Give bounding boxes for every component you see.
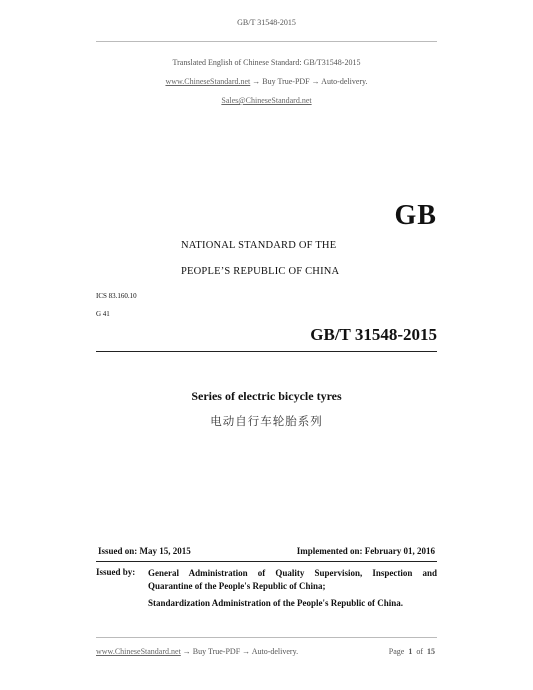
footer-divider: [96, 637, 437, 638]
email-line: [0, 96, 533, 105]
website-line: [0, 77, 533, 86]
issued-date: Issued on: May 15, 2015: [98, 546, 191, 556]
issuing-authority-line1: General Administration of Quality Supervision, Inspection and: [148, 568, 437, 578]
buy-text: → Buy True-PDF → Auto-delivery.: [250, 77, 368, 86]
page-of: of: [416, 647, 423, 656]
document-title-chinese: 电动自行车轮胎系列: [210, 414, 323, 428]
national-standard-line1: NATIONAL STANDARD OF THE: [181, 240, 337, 251]
header-divider: [96, 41, 437, 42]
issued-by-label: Issued by:: [96, 567, 136, 577]
issuing-authority-line2: Quarantine of the People's Republic of China;: [148, 581, 326, 591]
page-indicator: [389, 647, 435, 656]
implemented-date: Implemented on: February 01, 2016: [296, 546, 435, 556]
running-header: GB/T 31548-2015: [237, 18, 296, 27]
page-total: 15: [427, 647, 435, 656]
page-label: Page: [388, 647, 405, 656]
document-title: Series of electric bicycle tyres: [191, 389, 342, 403]
issuing-authority-line3: Standardization Administration of the People's Republic of China.: [148, 598, 404, 608]
page-current: 1: [408, 647, 413, 656]
gb-mark: GB: [394, 200, 437, 231]
footer-buy-text: → Buy True-PDF → Auto-delivery.: [180, 647, 299, 656]
translation-note: Translated English of Chinese Standard: GB/T31548-2015: [172, 58, 361, 67]
standard-number-rule: [96, 351, 437, 352]
email-link[interactable]: Sales@ChineseStandard.net: [221, 96, 312, 105]
footer-website-line: [96, 647, 298, 656]
national-standard-line2: PEOPLE’S REPUBLIC OF CHINA: [181, 266, 340, 277]
standard-number: GB/T 31548-2015: [310, 325, 437, 344]
ics-code: ICS 83.160.10: [96, 292, 137, 300]
website-link[interactable]: www.ChineseStandard.net: [165, 77, 251, 86]
classification-code: G 41: [96, 310, 110, 318]
footer-website-link[interactable]: www.ChineseStandard.net: [96, 647, 181, 656]
dates-rule: [96, 561, 437, 562]
